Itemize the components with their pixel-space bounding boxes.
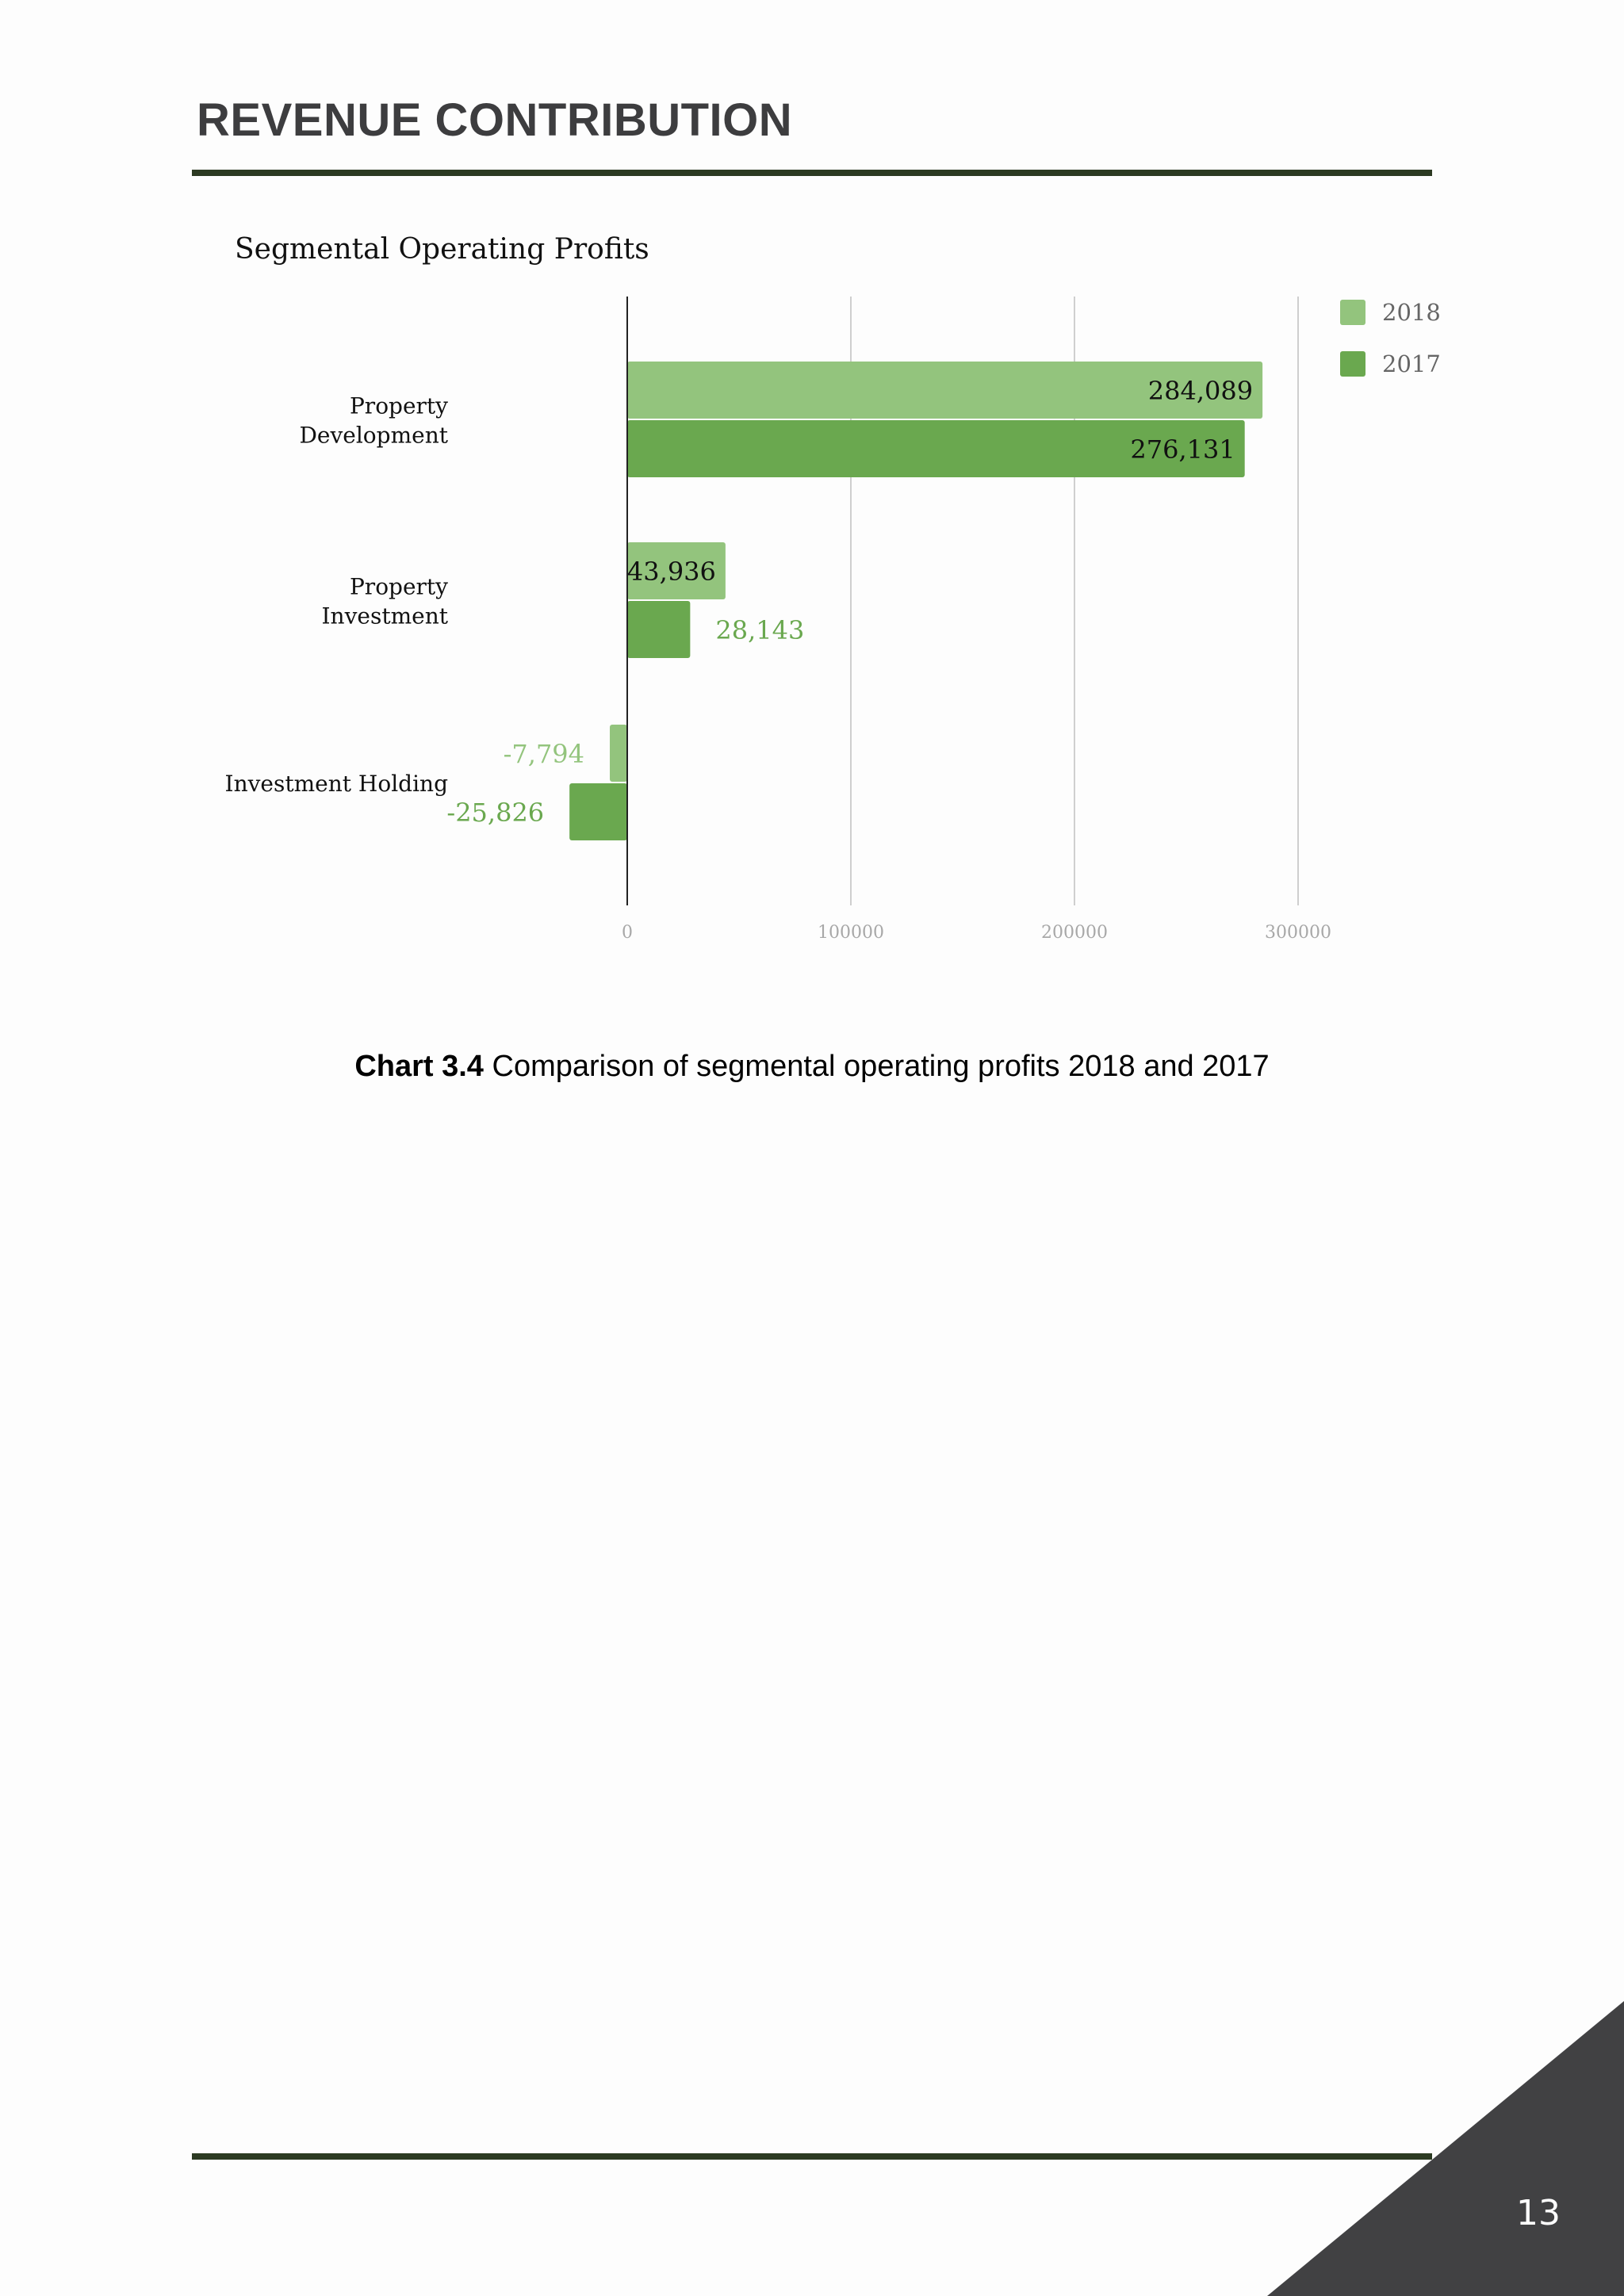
category-label: Development [299,422,448,449]
x-tick-label: 0 [622,923,633,943]
category-label: Investment [321,603,448,629]
data-label: -25,826 [446,798,545,828]
category-label: Property [349,573,448,600]
caption-text: Comparison of segmental operating profits 2018 and 2017 [483,1050,1270,1083]
x-tick-label: 200000 [1041,923,1108,943]
data-label: 276,131 [1130,434,1235,465]
data-label: -7,794 [503,739,585,769]
page-title: REVENUE CONTRIBUTION [197,94,793,146]
data-label: 28,143 [715,615,805,645]
category-label: Investment Holding [224,771,448,797]
data-label: 284,089 [1147,376,1254,406]
page-number: 13 [1516,2193,1561,2233]
chart-title: Segmental Operating Profits [235,233,649,266]
x-tick-label: 100000 [818,923,884,943]
legend-label: 2018 [1382,299,1441,326]
legend-label: 2017 [1382,350,1441,377]
data-label: 43,936 [626,557,716,587]
caption-label: Chart 3.4 [354,1050,484,1083]
category-label: Property [349,392,448,419]
x-tick-label: 300000 [1265,923,1331,943]
